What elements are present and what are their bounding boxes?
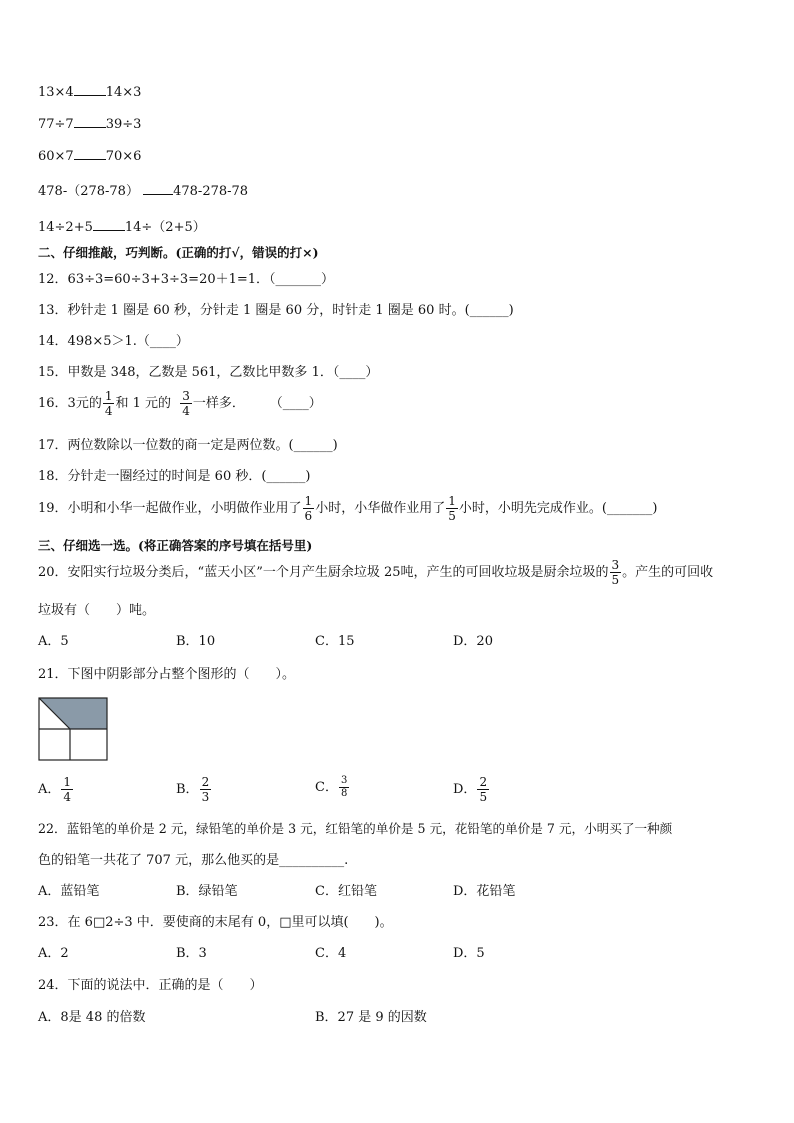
fraction	[180, 389, 192, 418]
q24-option-a[interactable]: A．8是 48 的倍数	[38, 1010, 146, 1025]
answer-blank[interactable]	[74, 115, 106, 128]
question-17: 17．两位数除以一位数的商一定是两位数。(______)	[38, 438, 338, 453]
fraction	[477, 775, 489, 804]
numerator: 1	[104, 389, 113, 403]
option-label: B．	[176, 782, 199, 797]
comparison-1	[38, 83, 141, 102]
fraction	[610, 558, 622, 587]
shaded-region	[39, 698, 107, 729]
q23-option-a[interactable]: A．2	[38, 946, 69, 961]
numerator: 1	[63, 775, 72, 789]
q20-text-end: 。产生的可回收	[622, 565, 714, 580]
option-label: D．	[453, 782, 477, 797]
fraction	[339, 775, 349, 800]
denominator: 4	[104, 404, 113, 418]
comparison-right: 478-278-78	[173, 184, 249, 199]
question-23: 23．在 6□2÷3 中．要使商的末尾有 0，□里可以填( )。	[38, 915, 393, 930]
q23-option-b[interactable]: B．3	[176, 946, 207, 961]
q22-option-b[interactable]: B．绿铅笔	[176, 884, 238, 899]
numerator: 3	[611, 558, 620, 572]
comparison-left: 478-（278-78）	[38, 184, 139, 199]
fraction	[61, 775, 73, 804]
question-21: 21．下图中阴影部分占整个图形的（ ）。	[38, 667, 296, 682]
q21-option-b[interactable]	[176, 775, 212, 804]
comparison-right: 14×3	[105, 85, 142, 100]
q22-option-d[interactable]: D．花铅笔	[453, 884, 516, 899]
numerator: 1	[448, 494, 456, 508]
comparison-2	[38, 115, 141, 134]
q20-option-c[interactable]: C．15	[315, 634, 355, 649]
option-label: A．	[38, 782, 61, 797]
question-20-line1	[38, 558, 713, 587]
comparison-left: 77÷7	[38, 117, 74, 132]
question-18: 18．分针走一圈经过的时间是 60 秒．(______)	[38, 469, 311, 484]
q21-option-a[interactable]	[38, 775, 74, 804]
question-24: 24．下面的说法中．正确的是（ ）	[38, 978, 263, 993]
comparison-right: 70×6	[105, 149, 142, 164]
denominator: 5	[611, 573, 620, 587]
q16-suffix: 一样多．	[192, 396, 245, 411]
fraction	[446, 494, 458, 523]
section-2-title: 二、仔细推敲，巧判断。(正确的打√，错误的打×)	[38, 245, 319, 260]
denominator: 8	[340, 788, 348, 799]
answer-blank[interactable]	[74, 147, 106, 160]
denominator: 4	[182, 404, 190, 418]
answer-blank[interactable]	[143, 182, 173, 195]
q23-option-d[interactable]: D．5	[453, 946, 485, 961]
question-22-line2: 色的铅笔一共花了 707 元，那么他买的是__________.	[38, 853, 349, 868]
fraction	[303, 494, 315, 523]
numerator: 3	[340, 775, 348, 786]
question-22-line1: 22．蓝铅笔的单价是 2 元，绿铅笔的单价是 3 元，红铅笔的单价是 5 元，花铅笔的单价是 7 元，小明买了一种颜	[38, 821, 673, 836]
q16-prefix: 16．3元的	[38, 396, 102, 411]
q20-option-d[interactable]: D．20	[453, 634, 493, 649]
q19-part1: 19．小明和小华一起做作业，小明做作业用了	[38, 501, 302, 516]
comparison-3	[38, 147, 141, 166]
numerator: 1	[304, 494, 313, 508]
q23-option-c[interactable]: C．4	[315, 946, 347, 961]
denominator: 5	[448, 509, 456, 523]
numerator: 2	[201, 775, 210, 789]
answer-blank[interactable]	[93, 218, 125, 231]
q19-part2: 小时，小华做作业用了	[315, 501, 446, 516]
denominator: 5	[479, 790, 488, 804]
q20-text: 20．安阳实行垃圾分类后，“蓝天小区”一个月产生厨余垃圾 25吨，产生的可回收垃圾是厨余垃圾的	[38, 565, 609, 580]
q20-option-b[interactable]: B．10	[176, 634, 216, 649]
q21-figure	[38, 697, 110, 763]
numerator: 2	[479, 775, 488, 789]
q21-option-c[interactable]	[315, 775, 350, 800]
section-3-title: 三、仔细选一选。(将正确答案的序号填在括号里)	[38, 538, 313, 553]
option-label: C．	[315, 780, 338, 795]
question-14: 14．498×5＞1.（____）	[38, 334, 189, 349]
answer-blank[interactable]	[74, 83, 106, 96]
comparison-left: 60×7	[38, 149, 74, 164]
question-13: 13．秒针走 1 圈是 60 秒，分针走 1 圈是 60 分，时针走 1 圈是 60 时。(______)	[38, 303, 514, 318]
question-20-line2: 垃圾有（ ）吨。	[38, 603, 156, 618]
question-19	[38, 494, 658, 523]
comparison-right: 39÷3	[105, 117, 142, 132]
comparison-right: 14÷（2+5）	[124, 220, 206, 235]
q16-mid: 和 1 元的	[115, 396, 172, 411]
comparison-5	[38, 218, 206, 237]
q20-option-a[interactable]: A．5	[38, 634, 69, 649]
comparison-left: 14÷2+5	[38, 220, 93, 235]
q21-option-d[interactable]	[453, 775, 490, 804]
comparison-4	[38, 182, 248, 201]
comparison-left: 13×4	[38, 85, 74, 100]
fraction	[103, 389, 115, 418]
fraction	[200, 775, 212, 804]
q19-part3: 小时，小明先完成作业。(_______)	[458, 501, 658, 516]
denominator: 3	[201, 790, 210, 804]
q24-option-b[interactable]: B．27 是 9 的因数	[315, 1010, 427, 1025]
question-15: 15．甲数是 348，乙数是 561，乙数比甲数多 1．（____）	[38, 365, 379, 380]
q22-option-c[interactable]: C．红铅笔	[315, 884, 377, 899]
q16-blank[interactable]: （____）	[269, 396, 322, 411]
question-12: 12．63÷3=60÷3+3÷3=20＋1=1．（_______）	[38, 272, 335, 287]
question-16	[38, 389, 322, 418]
denominator: 4	[63, 790, 72, 804]
q22-option-a[interactable]: A．蓝铅笔	[38, 884, 100, 899]
numerator: 3	[182, 389, 190, 403]
denominator: 6	[304, 509, 313, 523]
